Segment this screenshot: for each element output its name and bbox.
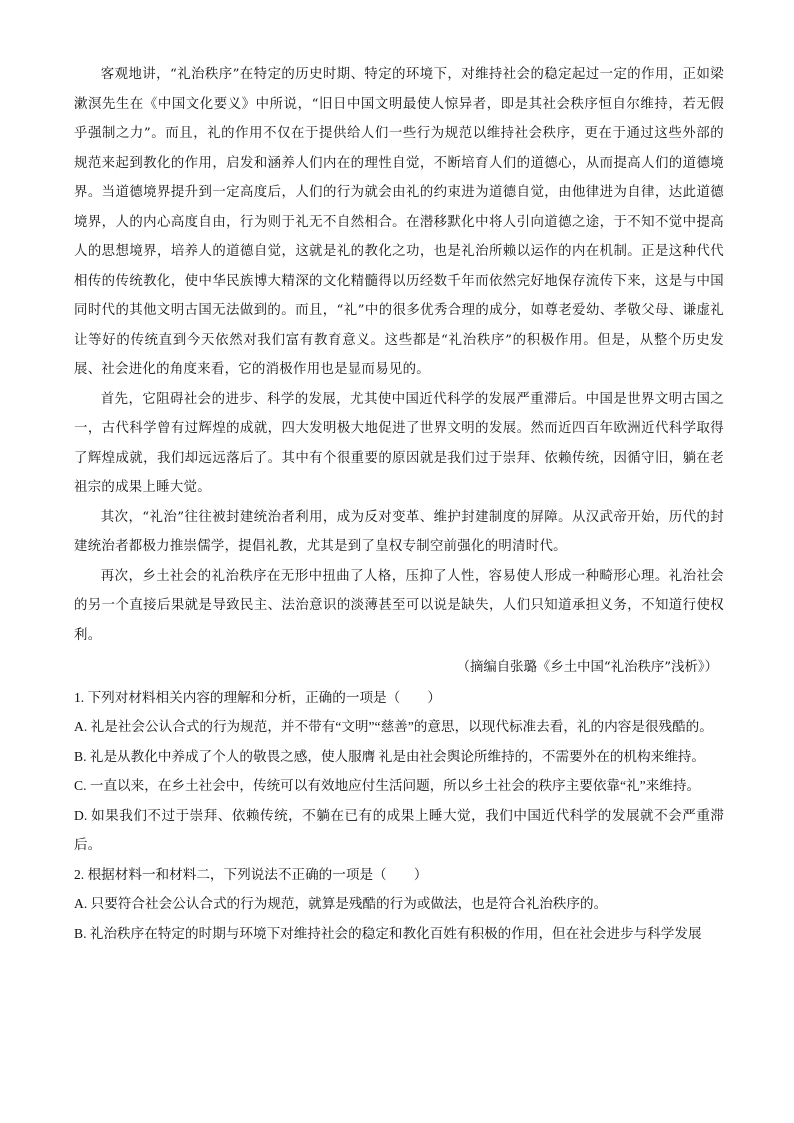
question-1-option-a: A. 礼是社会公认合式的行为规范，并不带有“文明”“慈善”的意思，以现代标准去看，礼的内容是很残酷的。 [74,719,713,734]
question-1-stem: 1. 下列对材料相关内容的理解和分析，正确的一项是（ ） [74,689,442,705]
document-page [74,60,724,948]
passage-paragraph-4: 再次，乡土社会的礼治秩序在无形中扭曲了人格，压抑了人性，容易使人形成一种畸形心理。礼治社会的另一个直接后果就是导致民主、法治意识的淡薄甚至可以说是缺失，人们只知道承担义务，不知道行使权利。 [74,568,724,643]
passage-source: （摘编自张璐《乡土中国“礼治秩序”浅析》） [456,660,718,675]
question-1 [74,683,724,860]
question-2-stem: 2. 根据材料一和材料二，下列说法不正确的一项是（ ） [74,866,428,882]
passage-paragraph-1: 客观地讲，“礼治秩序”在特定的历史时期、特定的环境下，对维持社会的稳定起过一定的作用，正如梁漱溟先生在《中国文化要义》中所说，“旧日中国文明最使人惊异者，即是其社会秩序恒自尔维持，若无假乎强制之力”。而且，礼的作用不仅在于提供给人们一些行为规范以维持社会秩序，更在于通过这些外部的规范来起到教化的作用，启发和涵养人们内在的理性自觉，不断培育人们的道德心，从而提高人们的道德境界。当道德境界提升到一定高度后，人们的行为就会由礼的约束进为道德自觉，由他律进为自律，达此道德境界，人的内心高度自由，行为则于礼无不自然相合。在潜移默化中将人引向道德之途，于不知不觉中提高人的思想境界，培养人的道德自觉，这就是礼的教化之功，也是礼治所赖以运作的内在机制。正是这种代代相传的传统教化，使中华民族博大精深的文化精髓得以历经数千年而依然完好地保存流传下来，这是与中国同时代的其他文明古国无法做到的。而且，“礼”中的很多优秀合理的成分，如尊老爱幼、孝敬父母、谦虚礼让等好的传统直到今天依然对我们富有教育意义。这些都是“礼治秩序”的积极作用。但是，从整个历史发展、社会进化的角度来看，它的消极作用也是显而易见的。 [74,67,724,377]
passage-paragraph-2: 首先，它阻碍社会的进步、科学的发展，尤其使中国近代科学的发展严重滞后。中国是世界文明古国之一，古代科学曾有过辉煌的成就，四大发明极大地促进了世界文明的发展。然而近四百年欧洲近代科学取得了辉煌成就，我们却远远落后了。其中有个很重要的原因就是我们过于崇拜、依赖传统，因循守旧，躺在老祖宗的成果上睡大觉。 [74,391,724,495]
question-1-option-b: B. 礼是从教化中养成了个人的敬畏之感，使人服膺 礼是由社会舆论所维持的，不需要外在的机构来维持。 [74,748,705,764]
question-1-option-c: C. 一直以来，在乡土社会中，传统可以有效地应付生活问题，所以乡土社会的秩序主要依靠“礼”来维持。 [74,778,701,793]
question-2 [74,860,724,949]
passage-paragraph-3: 其次，“礼治”往往被封建统治者利用，成为反对变革、维护封建制度的屏障。从汉武帝开始，历代的封建统治者都极力推崇儒学，提倡礼教，尤其是到了皇权专制空前强化的明清时代。 [74,509,724,554]
question-2-option-b: B. 礼治秩序在特定的时期与环境下对维持社会的稳定和教化百姓有积极的作用，但在社会进步与科学发展 [74,925,702,941]
question-1-option-d: D. 如果我们不过于崇拜、依赖传统，不躺在已有的成果上睡大觉，我们中国近代科学的发展就不会严重滞后。 [74,807,724,852]
question-2-option-a: A. 只要符合社会公认合式的行为规范，就算是残酷的行为或做法，也是符合礼治秩序的。 [74,896,608,911]
